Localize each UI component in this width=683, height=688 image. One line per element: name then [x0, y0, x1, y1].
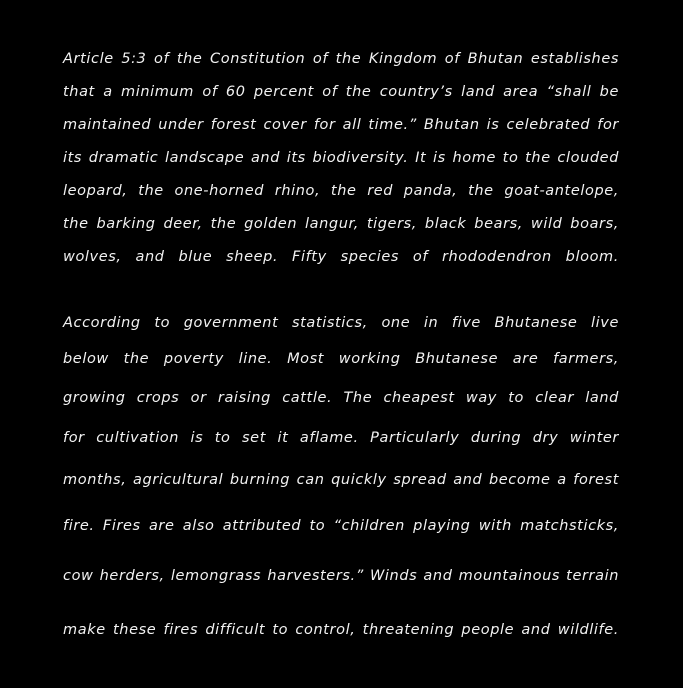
- text-line: cow herders, lemongrass harvesters.” Winds and mountainous terrain: [63, 568, 619, 584]
- text-line: for cultivation is to set it aflame. Particularly during dry winter: [63, 430, 619, 446]
- text-line: Article 5:3 of the Constitution of the Kingdom of Bhutan establishes: [63, 51, 619, 67]
- text-line: wolves, and blue sheep. Fifty species of rhododendron bloom.: [63, 249, 619, 265]
- text-line: its dramatic landscape and its biodiversity. It is home to the clouded: [63, 150, 619, 166]
- text-line: below the poverty line. Most working Bhutanese are farmers,: [63, 351, 619, 367]
- paragraph-poverty-forest-fires: [63, 313, 619, 640]
- text-line: According to government statistics, one in five Bhutanese live: [63, 315, 619, 331]
- text-line: leopard, the one-horned rhino, the red panda, the goat-antelope,: [63, 183, 619, 199]
- paragraph-constitution-biodiversity: [63, 49, 619, 280]
- text-line: make these fires difficult to control, threatening people and wildlife.: [63, 622, 619, 638]
- text-line: that a minimum of 60 percent of the country’s land area “shall be: [63, 84, 619, 100]
- text-line: growing crops or raising cattle. The cheapest way to clear land: [63, 390, 619, 406]
- text-line: maintained under forest cover for all time.” Bhutan is celebrated for: [63, 117, 619, 133]
- text-line: months, agricultural burning can quickly spread and become a forest: [63, 472, 619, 488]
- text-line: the barking deer, the golden langur, tigers, black bears, wild boars,: [63, 216, 619, 232]
- text-line: fire. Fires are also attributed to “children playing with matchsticks,: [63, 518, 619, 534]
